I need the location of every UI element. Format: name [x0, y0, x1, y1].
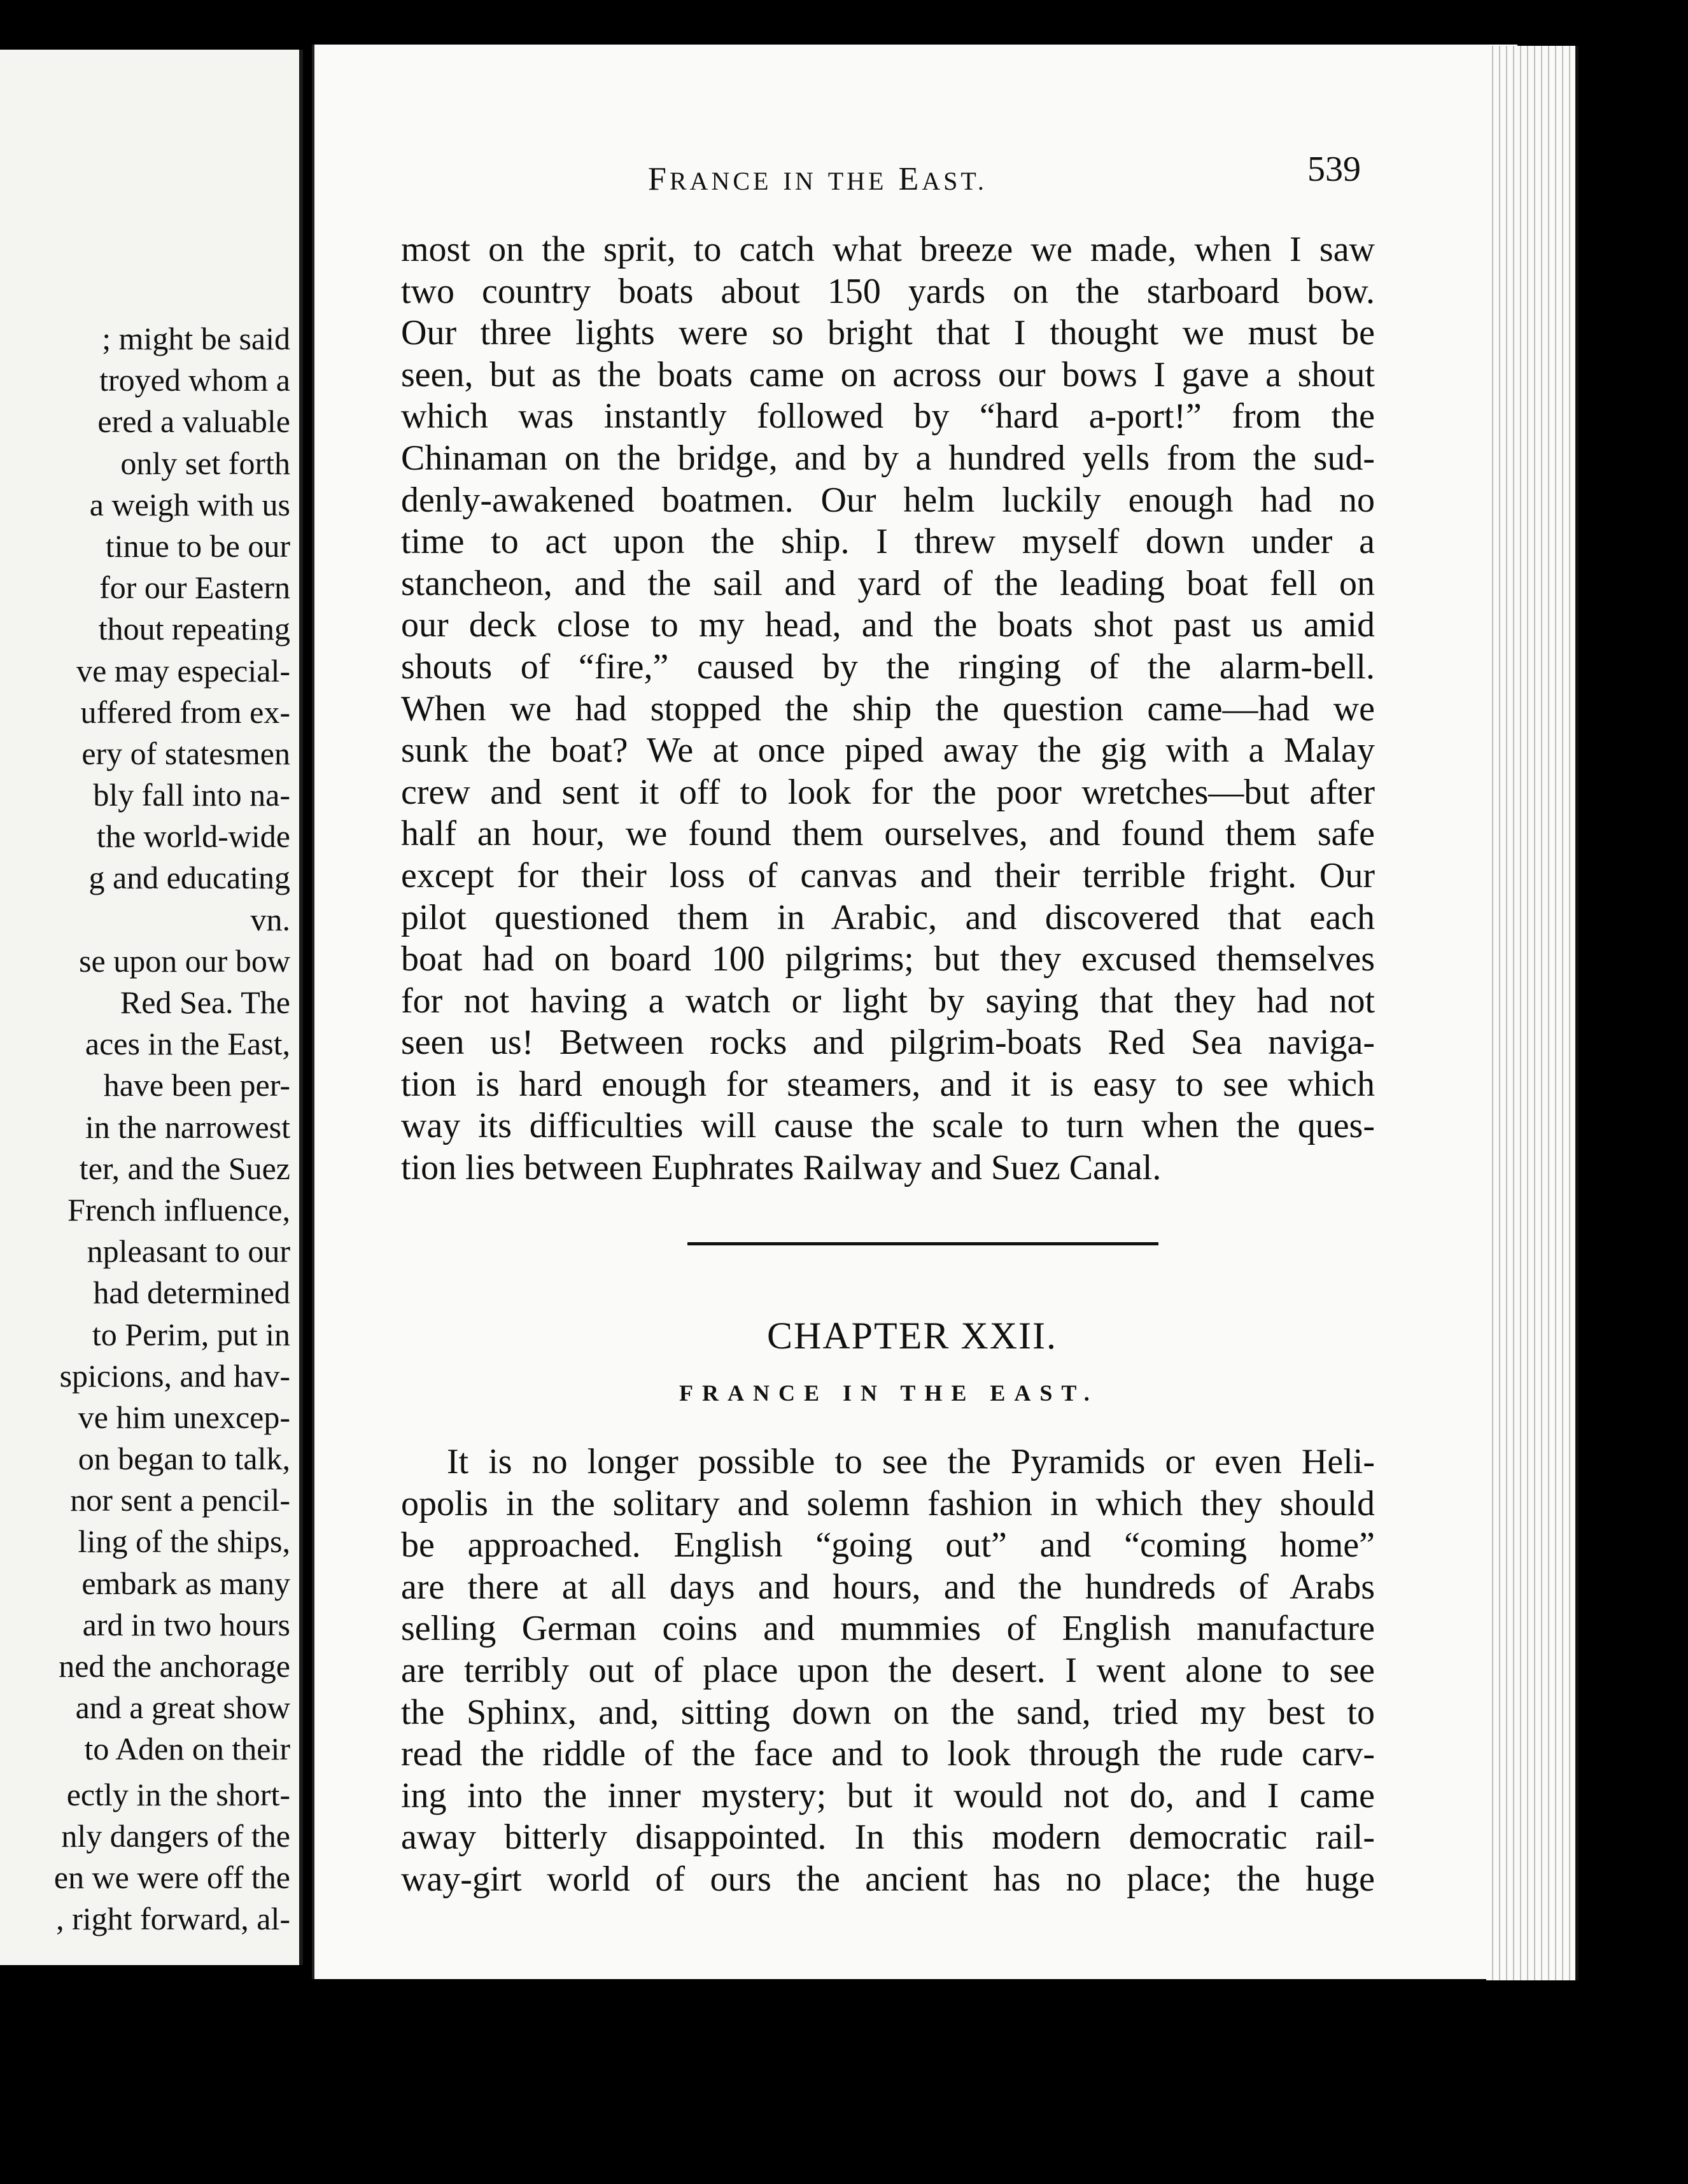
- text-line: stancheon, and the sail and yard of the leading boat fell on: [401, 563, 1375, 603]
- text-line: When we had stopped the ship the question came—had we: [401, 689, 1375, 729]
- continued-paragraph: [401, 229, 1375, 1189]
- text-line: seen, but as the boats came on across our bows I gave a shout: [401, 354, 1375, 395]
- left-page-line: , right forward, al-: [56, 1901, 290, 1937]
- left-page-line: ard in two hours: [82, 1606, 290, 1642]
- text-line: be approached. English “going out” and “coming home”: [401, 1525, 1375, 1565]
- text-line: Chinaman on the bridge, and by a hundred yells from the sud-: [401, 438, 1375, 478]
- text-line: seen us! Between rocks and pilgrim-boats Red Sea naviga-: [401, 1023, 1375, 1063]
- text-line: two country boats about 150 yards on the starboard bow.: [401, 271, 1375, 311]
- running-head-initial: F: [648, 161, 670, 197]
- text-line: denly-awakened boatmen. Our helm luckily enough had no: [401, 480, 1375, 520]
- left-page-line: ter, and the Suez: [79, 1150, 290, 1186]
- left-page-line: en we were off the: [53, 1859, 290, 1895]
- text-line: except for their loss of canvas and their terrible fright. Our: [401, 855, 1375, 895]
- page-number: 539: [1307, 150, 1361, 189]
- left-page-line: have been per-: [103, 1067, 290, 1103]
- text-line: most on the sprit, to catch what breeze we made, when I saw: [401, 230, 1375, 269]
- left-page-line: to Perim, put in: [92, 1316, 290, 1352]
- left-page-line: spicions, and hav-: [59, 1357, 290, 1394]
- left-page-line: embark as many: [81, 1565, 290, 1601]
- chapter-subtitle: FRANCE IN THE EAST.: [679, 1380, 1099, 1406]
- text-line: tion lies between Euphrates Railway and Suez Canal.: [401, 1148, 1162, 1188]
- left-page-line: had determined: [93, 1275, 290, 1311]
- left-page-line: ling of the ships,: [78, 1523, 290, 1560]
- text-line: pilot questioned them in Arabic, and discovered that each: [401, 897, 1375, 937]
- left-page-line: thout repeating: [98, 611, 290, 647]
- left-page-line: ered a valuable: [97, 403, 290, 440]
- left-page-text: [0, 318, 290, 1940]
- running-head-word: RANCE: [669, 167, 772, 195]
- left-page-line: troyed whom a: [99, 362, 290, 398]
- running-head-word: IN: [783, 167, 817, 195]
- running-head-initial: E: [898, 161, 922, 197]
- text-line: read the riddle of the face and to look through the rude carv-: [401, 1734, 1375, 1774]
- text-line: are terribly out of place upon the desert. I went alone to see: [401, 1650, 1375, 1690]
- left-page-line: ned the anchorage: [59, 1648, 290, 1684]
- running-head-word: AST.: [922, 167, 987, 195]
- section-divider-rule: [687, 1242, 1158, 1245]
- text-line: ing into the inner mystery; but it would not do, and I came: [401, 1775, 1375, 1816]
- left-page-line: ery of statesmen: [81, 735, 290, 771]
- text-line: selling German coins and mummies of English manufacture: [401, 1609, 1375, 1649]
- left-page-line: ve him unexcep-: [78, 1399, 290, 1435]
- left-page-line: French influence,: [67, 1191, 290, 1228]
- left-page-line: a weigh with us: [89, 486, 290, 522]
- left-page-line: npleasant to our: [87, 1233, 290, 1270]
- left-page-line: se upon our bow: [79, 942, 290, 979]
- left-page-line: ; might be said: [102, 321, 290, 356]
- text-line: Our three lights were so bright that I thought we must be: [401, 313, 1375, 353]
- text-line: which was instantly followed by “hard a-port!” from the: [401, 396, 1375, 437]
- left-page-line: aces in the East,: [85, 1026, 290, 1062]
- text-line: time to act upon the ship. I threw myself down under a: [401, 522, 1375, 562]
- left-page-line: in the narrowest: [85, 1109, 290, 1145]
- left-page-line: for our Eastern: [99, 570, 290, 606]
- left-page-line: uffered from ex-: [80, 694, 290, 730]
- chapter-opening-paragraph: [401, 1441, 1375, 1901]
- text-line: sunk the boat? We at once piped away the gig with a Malay: [401, 731, 1375, 771]
- left-page-line: to Aden on their: [84, 1731, 290, 1767]
- chapter-title: CHAPTER XXII.: [767, 1315, 1057, 1357]
- left-page-line: nor sent a pencil-: [70, 1482, 290, 1518]
- text-line: way-girt world of ours the ancient has no place; the huge: [401, 1859, 1375, 1899]
- text-line: crew and sent it off to look for the poor wretches—but after: [401, 772, 1375, 812]
- text-line: the Sphinx, and, sitting down on the sand, tried my best to: [401, 1692, 1375, 1732]
- left-page-line: only set forth: [120, 445, 290, 481]
- text-line: way its difficulties will cause the scale to turn when the ques-: [401, 1106, 1375, 1146]
- running-head: [648, 160, 987, 198]
- text-line: are there at all days and hours, and the hundreds of Arabs: [401, 1567, 1375, 1607]
- text-line: for not having a watch or light by saying that they had not: [401, 981, 1375, 1021]
- left-page-line: on began to talk,: [78, 1441, 290, 1477]
- left-page-line: Red Sea. The: [120, 984, 290, 1020]
- left-page-line: ve may especial-: [76, 652, 290, 689]
- left-page-line: g and educating: [88, 860, 290, 896]
- left-page-line: tinue to be our: [105, 528, 290, 564]
- text-line: boat had on board 100 pilgrims; but they excused themselves: [401, 939, 1375, 979]
- text-line: tion is hard enough for steamers, and it is easy to see which: [401, 1064, 1375, 1104]
- text-line: opolis in the solitary and solemn fashion in which they should: [401, 1483, 1375, 1523]
- running-head-word: THE: [827, 167, 887, 195]
- left-page-line: the world-wide: [96, 818, 290, 855]
- left-page-line: nly dangers of the: [61, 1817, 290, 1854]
- left-page-line: and a great show: [75, 1690, 290, 1726]
- text-line: It is no longer possible to see the Pyramids or even Heli-: [447, 1442, 1375, 1481]
- text-line: half an hour, we found them ourselves, and found them safe: [401, 814, 1375, 854]
- left-facing-page: [0, 50, 303, 1965]
- left-page-line: vn.: [250, 901, 290, 937]
- page-stack-edge: [1486, 46, 1579, 1980]
- left-page-line: ectly in the short-: [66, 1776, 290, 1812]
- text-line: shouts of “fire,” caused by the ringing of the alarm-bell.: [401, 647, 1375, 687]
- text-line: away bitterly disappointed. In this modern democratic rail-: [401, 1817, 1375, 1858]
- left-page-line: bly fall into na-: [93, 777, 290, 813]
- text-line: our deck close to my head, and the boats shot past us amid: [401, 605, 1375, 645]
